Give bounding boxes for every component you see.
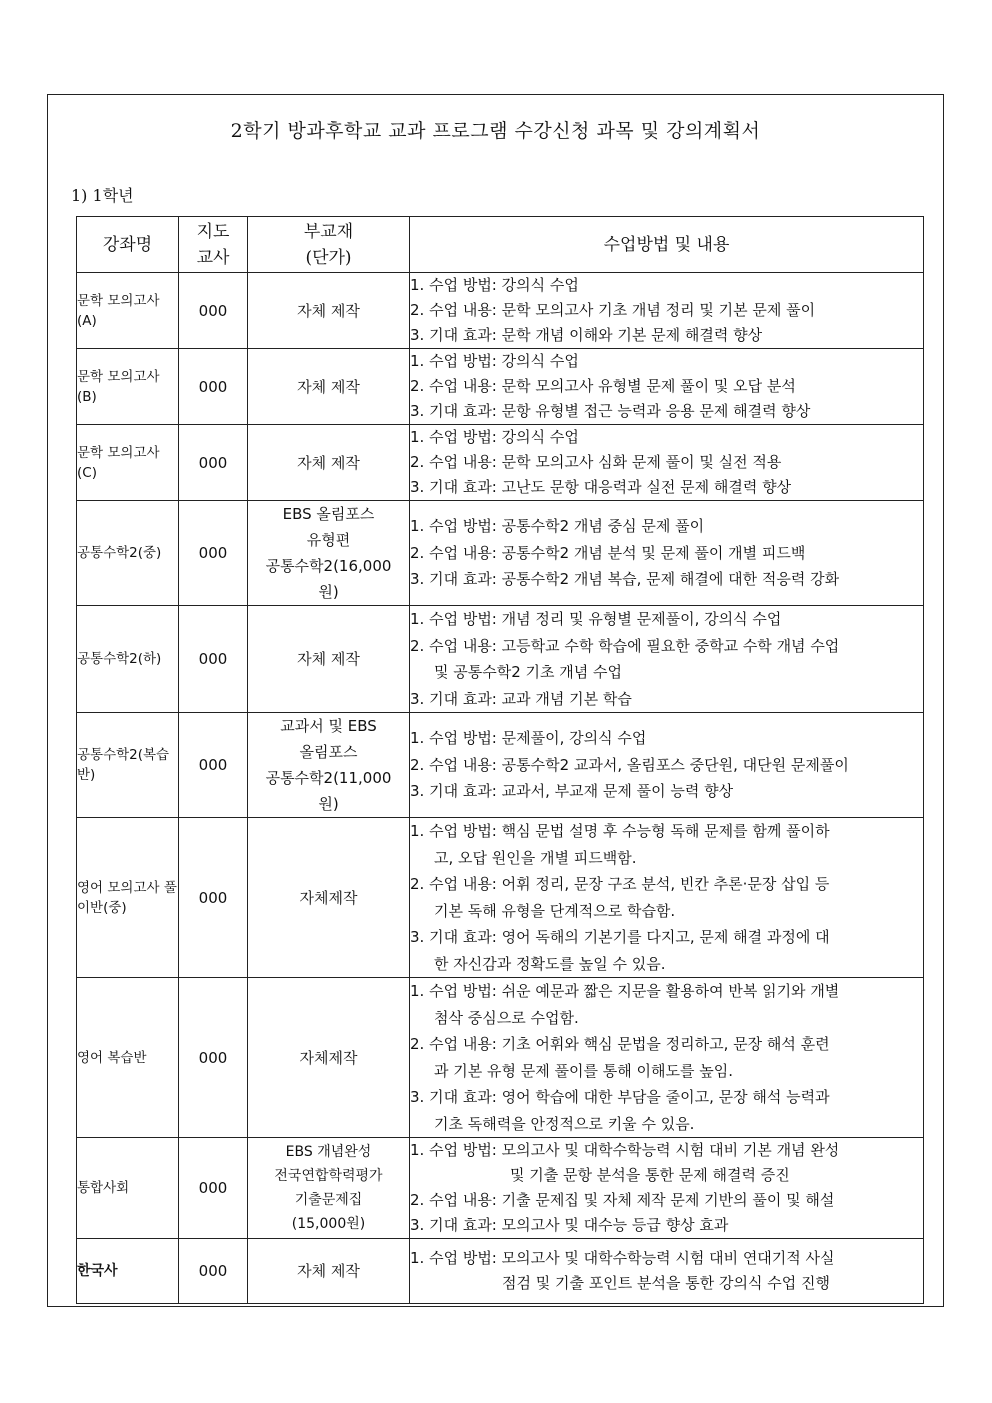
course-name: 문학 모의고사(B) (77, 349, 179, 425)
content-line: 2. 수업 내용: 문학 모의고사 기초 개념 정리 및 기본 문제 풀이 (410, 301, 816, 319)
teacher-name: 000 (179, 1239, 248, 1304)
book-cell: 자체 제작 (248, 606, 410, 713)
table-row (77, 349, 924, 425)
content-cell (410, 978, 924, 1138)
content-cell (410, 425, 924, 501)
content-line: 첨삭 중심으로 수업함. (434, 1008, 579, 1027)
content-line: 점검 및 기출 포인트 분석을 통한 강의식 수업 진행 (502, 1274, 830, 1292)
content-line: 1. 수업 방법: 문제풀이, 강의식 수업 (410, 729, 647, 748)
teacher-name: 000 (179, 501, 248, 606)
content-line: 3. 기대 효과: 공통수학2 개념 복습, 문제 해결에 대한 적응력 강화 (410, 570, 840, 589)
document-frame (47, 94, 944, 1307)
content-line: 2. 수업 내용: 공통수학2 개념 분석 및 문제 풀이 개별 피드백 (410, 543, 806, 562)
book-cell: 교과서 및 EBS 올림포스 공통수학2(11,000 원) (248, 713, 410, 818)
content-line: 3. 기대 효과: 문항 유형별 접근 능력과 응용 문제 해결력 향상 (410, 402, 811, 420)
content-line: 과 기본 유형 문제 풀이를 통해 이해도를 높임. (434, 1061, 733, 1080)
content-line: 2. 수업 내용: 기출 문제집 및 자체 제작 문제 기반의 풀이 및 해설 (410, 1191, 835, 1209)
content-cell (410, 1138, 924, 1239)
table-row (77, 818, 924, 978)
content-cell (410, 1239, 924, 1304)
book-cell: EBS 개념완성 전국연합학력평가 기출문제집 (15,000원) (248, 1138, 410, 1239)
content-line: 및 공통수학2 기초 개념 수업 (434, 663, 623, 681)
content-line: 3. 기대 효과: 영어 학습에 대한 부담을 줄이고, 문장 해석 능력과 (410, 1088, 830, 1106)
content-line: 1. 수업 방법: 공통수학2 개념 중심 문제 풀이 (410, 517, 705, 536)
table-row (77, 501, 924, 606)
course-plan-table (76, 216, 924, 1304)
content-line: 2. 수업 내용: 고등학교 수학 학습에 필요한 중학교 수학 개념 수업 (410, 636, 840, 655)
course-name: 문학 모의고사(A) (77, 273, 179, 349)
content-line: 2. 수업 내용: 기초 어휘와 핵심 문법을 정리하고, 문장 해석 훈련 (410, 1035, 830, 1053)
teacher-name: 000 (179, 978, 248, 1138)
teacher-name: 000 (179, 818, 248, 978)
book-cell: 자체 제작 (248, 425, 410, 501)
content-line: 2. 수업 내용: 공통수학2 교과서, 올림포스 중단원, 대단원 문제풀이 (410, 755, 849, 774)
content-line: 1. 수업 방법: 강의식 수업 (410, 276, 579, 294)
header-book: 부교재 (단가) (248, 217, 410, 273)
content-line: 고, 오답 원인을 개별 피드백함. (434, 848, 637, 867)
course-name: 공통수학2(하) (77, 606, 179, 713)
book-cell: 자체 제작 (248, 1239, 410, 1304)
table-row (77, 606, 924, 713)
teacher-name: 000 (179, 425, 248, 501)
content-cell (410, 818, 924, 978)
table-row (77, 273, 924, 349)
content-line: 3. 기대 효과: 고난도 문항 대응력과 실전 문제 해결력 향상 (410, 478, 792, 496)
teacher-name: 000 (179, 713, 248, 818)
content-cell (410, 713, 924, 818)
content-line: 기본 독해 유형을 단계적으로 학습함. (434, 901, 676, 920)
page-title: 2학기 방과후학교 교과 프로그램 수강신청 과목 및 강의계획서 (230, 120, 761, 142)
content-line: 기초 독해력을 안정적으로 키울 수 있음. (434, 1114, 695, 1133)
content-cell (410, 349, 924, 425)
course-name: 문학 모의고사(C) (77, 425, 179, 501)
book-cell: 자체 제작 (248, 273, 410, 349)
section-heading: 1) 1학년 (71, 186, 134, 205)
content-line: 1. 수업 방법: 쉬운 예문과 짧은 지문을 활용하여 반복 읽기와 개별 (410, 982, 840, 1000)
teacher-name: 000 (179, 349, 248, 425)
content-line: 및 기출 문항 분석을 통한 문제 해결력 증진 (510, 1166, 790, 1184)
course-name: 영어 복습반 (77, 978, 179, 1138)
table-row (77, 713, 924, 818)
content-line: 2. 수업 내용: 문학 모의고사 유형별 문제 풀이 및 오답 분석 (410, 377, 796, 395)
teacher-name: 000 (179, 273, 248, 349)
course-name: 한국사 (77, 1239, 179, 1304)
content-line: 2. 수업 내용: 어휘 정리, 문장 구조 분석, 빈칸 추론·문장 삽입 등 (410, 875, 830, 893)
teacher-name: 000 (179, 1138, 248, 1239)
table-row (77, 425, 924, 501)
content-line: 3. 기대 효과: 모의고사 및 대수능 등급 향상 효과 (410, 1216, 729, 1234)
course-name: 영어 모의고사 풀이반(중) (77, 818, 179, 978)
content-cell (410, 501, 924, 606)
content-line: 3. 기대 효과: 교과 개념 기본 학습 (410, 689, 632, 708)
header-teacher: 지도 교사 (179, 217, 248, 273)
book-cell: EBS 올림포스 유형편 공통수학2(16,000 원) (248, 501, 410, 606)
course-name: 통합사회 (77, 1138, 179, 1239)
table-row (77, 1239, 924, 1304)
course-name: 공통수학2(복습반) (77, 713, 179, 818)
table-row (77, 1138, 924, 1239)
content-line: 1. 수업 방법: 강의식 수업 (410, 352, 579, 370)
header-content: 수업방법 및 내용 (410, 217, 924, 273)
content-line: 1. 수업 방법: 모의고사 및 대학수학능력 시험 대비 연대기적 사실 (410, 1249, 835, 1267)
content-line: 1. 수업 방법: 개념 정리 및 유형별 문제풀이, 강의식 수업 (410, 610, 782, 628)
book-cell: 자체제작 (248, 818, 410, 978)
table-row (77, 978, 924, 1138)
content-cell (410, 606, 924, 713)
content-line: 3. 기대 효과: 문학 개념 이해와 기본 문제 해결력 향상 (410, 326, 763, 344)
content-line: 3. 기대 효과: 영어 독해의 기본기를 다지고, 문제 해결 과정에 대 (410, 928, 830, 946)
table-header-row (77, 217, 924, 273)
content-line: 3. 기대 효과: 교과서, 부교재 문제 풀이 능력 향상 (410, 782, 734, 801)
content-line: 1. 수업 방법: 핵심 문법 설명 후 수능형 독해 문제를 함께 풀이하 (410, 822, 830, 840)
book-cell: 자체제작 (248, 978, 410, 1138)
course-name: 공통수학2(중) (77, 501, 179, 606)
content-line: 한 자신감과 정확도를 높일 수 있음. (434, 954, 666, 973)
book-cell: 자체 제작 (248, 349, 410, 425)
content-line: 2. 수업 내용: 문학 모의고사 심화 문제 풀이 및 실전 적용 (410, 453, 782, 471)
header-course: 강좌명 (77, 217, 179, 273)
content-line: 1. 수업 방법: 모의고사 및 대학수학능력 시험 대비 기본 개념 완성 (410, 1141, 840, 1159)
content-cell (410, 273, 924, 349)
teacher-name: 000 (179, 606, 248, 713)
content-line: 1. 수업 방법: 강의식 수업 (410, 428, 579, 446)
